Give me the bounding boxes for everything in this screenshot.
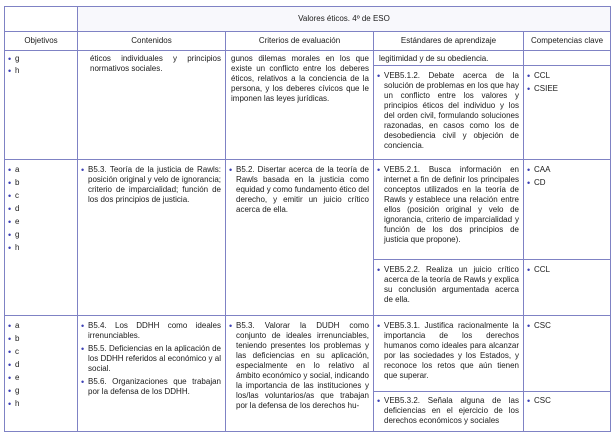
estandar-item: • VEB5.3.2. Señala alguna de las deficiencias en el ejercicio de los derechos económicos y sociales	[376, 396, 523, 426]
contenido-item: • B5.5. Deficiencias en la aplicación de los DDHH referidos al económico y al social.	[80, 344, 225, 374]
row1-estandar	[374, 66, 524, 160]
row1-objetivos	[5, 51, 78, 160]
estandar-item: • VEB5.2.1. Busca información en internet a fin de definir los principales conceptos utilizados en la teoría de Rawls y establece una relación entre ellos (posición original y velo de ignorancia, criterio de imparcialidad y función de los dos principios de justicia que propone).	[376, 165, 523, 245]
objetivo-item: • d	[7, 204, 77, 214]
objetivo-item: • c	[7, 191, 77, 201]
objetivo-item: • h	[7, 66, 77, 76]
valores-eticos-table	[4, 6, 611, 432]
objetivo-item: • a	[7, 165, 77, 175]
competencia-item: • CSC	[526, 321, 610, 331]
row1-contenidos	[78, 51, 226, 160]
header-criterios: Criterios de evaluación	[226, 32, 374, 51]
row3-contenidos	[78, 315, 226, 431]
criterio-item: • B5.2. Disertar acerca de la teoría de Rawls basada en la justicia como equidad y como fundamento ético del derecho, y emitir un juicio crítico acerca de ella.	[228, 165, 373, 215]
competencia-item: • CD	[526, 178, 610, 188]
contenido-item: • B5.4. Los DDHH como ideales irrenunciables.	[80, 321, 225, 341]
row3-objetivos	[5, 315, 78, 431]
objetivo-item: • h	[7, 399, 77, 409]
objetivo-item: • b	[7, 178, 77, 188]
corner-blank-cell	[5, 7, 78, 32]
row2-competencias-2	[524, 259, 611, 315]
objetivo-item: • g	[7, 386, 77, 396]
competencia-item: • CSC	[526, 396, 610, 406]
criterio-text: gunos dilemas morales en los que existe un conflicto entre los deberes éticos, relativos a la conciencia de la persona, y los deberes cívicos que le imponen las leyes jurídicas.	[231, 54, 369, 104]
objetivo-item: • e	[7, 217, 77, 227]
table-title: Valores éticos. 4º de ESO	[78, 7, 611, 32]
row1-competencias	[524, 66, 611, 160]
objetivo-item: • g	[7, 230, 77, 240]
row2-estandar-1	[374, 160, 524, 259]
contenido-text: éticos individuales y principios normativos sociales.	[90, 54, 221, 74]
row3-estandar-1	[374, 315, 524, 391]
row1-criterios	[226, 51, 374, 160]
header-objetivos: Objetivos	[5, 32, 78, 51]
objetivo-item: • g	[7, 54, 77, 64]
row1-estandar-top	[374, 51, 524, 66]
objetivo-item: • c	[7, 347, 77, 357]
estandar-item: • VEB5.1.2. Debate acerca de la solución de problemas en los que hay un conflicto entre los valores y principios éticos del individuo y los del orden civil, formulando soluciones razonadas, en casos como los de desobediencia civil y objeción de conciencia.	[376, 71, 523, 151]
objetivo-item: • b	[7, 334, 77, 344]
row3-competencias-2	[524, 391, 611, 431]
row1-competencias-top	[524, 51, 611, 66]
objetivo-item: • e	[7, 373, 77, 383]
competencia-item: • CCL	[526, 71, 610, 81]
contenido-item: • B5.6. Organizaciones que trabajan por la defensa de los DDHH.	[80, 377, 225, 397]
objetivo-item: • h	[7, 243, 77, 253]
row2-competencias-1	[524, 160, 611, 259]
competencia-item: • CCL	[526, 265, 610, 275]
contenido-item: • B5.3. Teoría de la justicia de Rawls: posición original y velo de ignorancia; criterio de imparcialidad; función de los dos principios de justicia.	[80, 165, 225, 205]
row3-estandar-2	[374, 391, 524, 431]
row2-criterios	[226, 160, 374, 315]
row2-contenidos	[78, 160, 226, 315]
estandar-item: • VEB5.3.1. Justifica racionalmente la importancia de los derechos humanos como ideales para alcanzar por las sociedades y los Estados, y reconoce los retos que aún tienen que superar.	[376, 321, 523, 381]
row3-criterios	[226, 315, 374, 431]
criterio-item: • B5.3. Valorar la DUDH como conjunto de ideales irrenunciables, teniendo presentes los problemas y las deficiencias en su aplicación, especialmente en lo relativo al ámbito económico y social, indicando la importancia de las instituciones y los/las voluntarios/as que trabajan por la defensa de los derechos hu-	[228, 321, 373, 411]
competencia-item: • CAA	[526, 165, 610, 175]
header-competencias: Competencias clave	[524, 32, 611, 51]
estandar-item: • VEB5.2.2. Realiza un juicio crítico acerca de la teoría de Rawls y explica su conclusión argumentada acerca de ella.	[376, 265, 523, 305]
competencia-item: • CSIEE	[526, 84, 610, 94]
row2-objetivos	[5, 160, 78, 315]
estandar-text: legitimidad y de su obediencia.	[379, 54, 489, 64]
row3-competencias-1	[524, 315, 611, 391]
objetivo-item: • d	[7, 360, 77, 370]
header-contenidos: Contenidos	[78, 32, 226, 51]
header-estandares: Estándares de aprendizaje	[374, 32, 524, 51]
row2-estandar-2	[374, 259, 524, 315]
objetivo-item: • a	[7, 321, 77, 331]
